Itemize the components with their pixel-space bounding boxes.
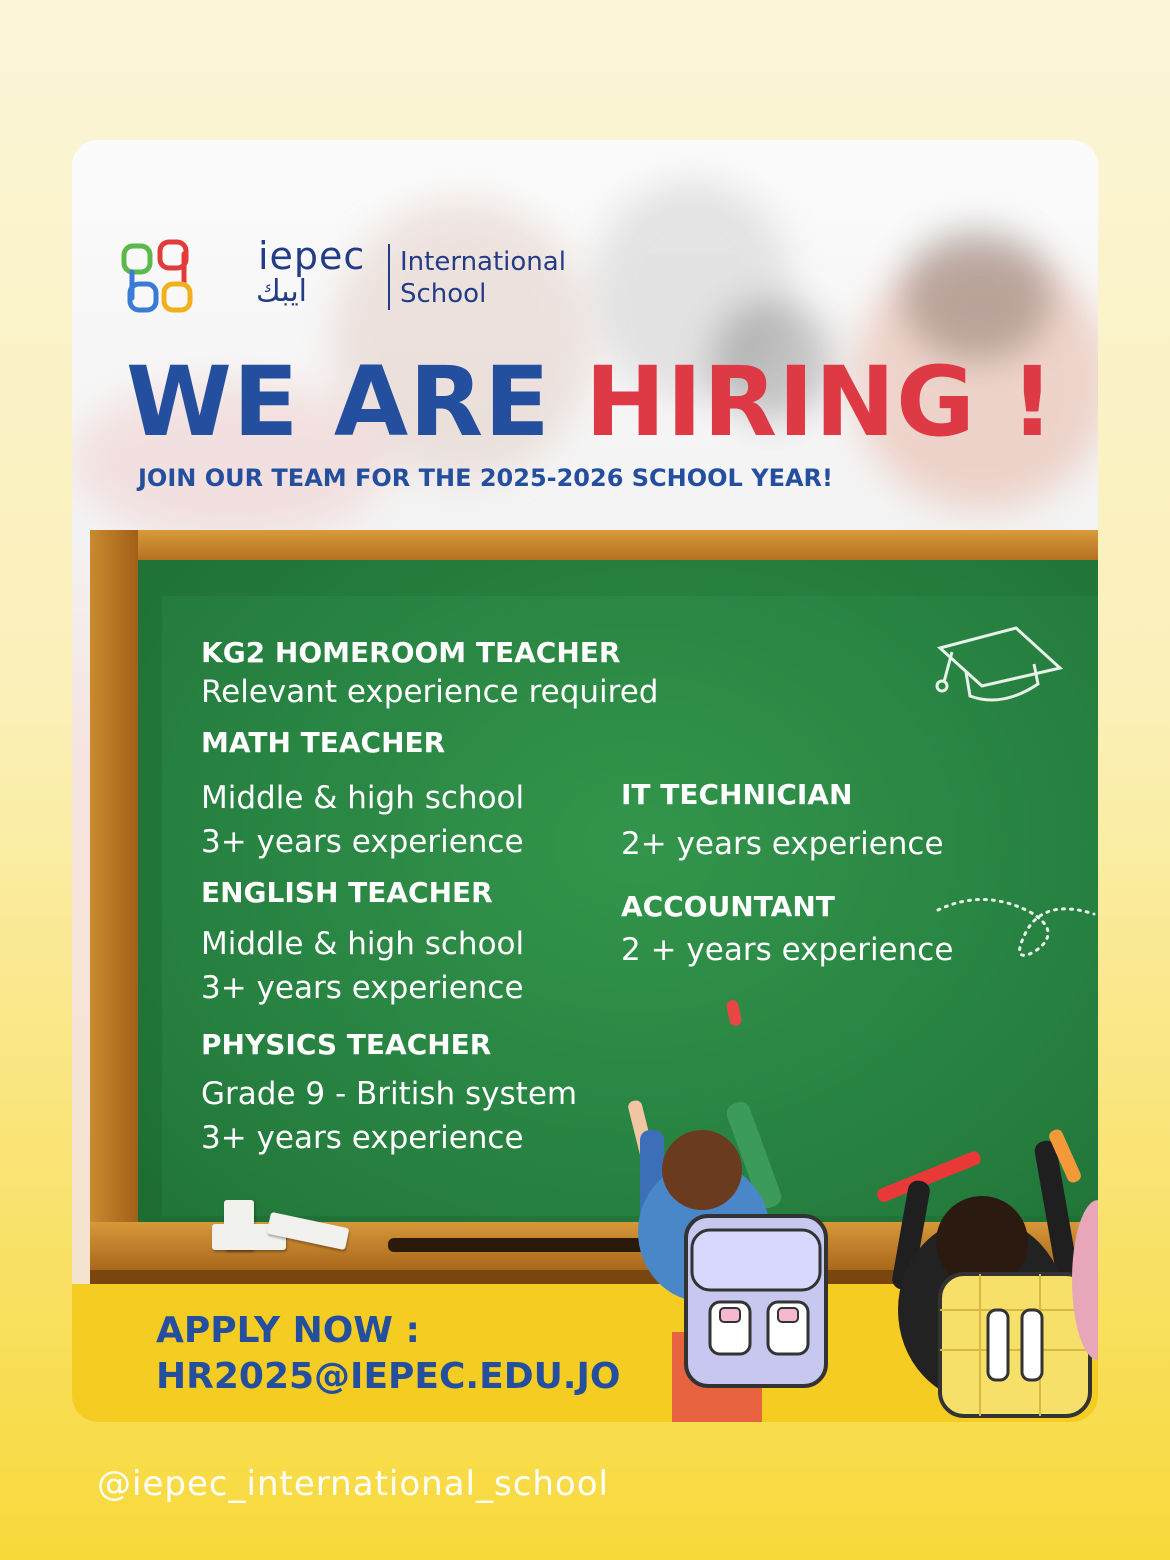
job-title-english: ENGLISH TEACHER <box>201 876 493 909</box>
apply-label: APPLY NOW : <box>156 1310 420 1351</box>
logo-arabic-text: ايبك <box>256 274 308 309</box>
job-title-kg2-homeroom: KG2 HOMEROOM TEACHER <box>201 636 621 669</box>
dotted-squiggle-decoration <box>934 892 1098 972</box>
job-title-it-technician: IT TECHNICIAN <box>621 778 853 811</box>
job-detail-accountant-experience: 2 + years experience <box>621 932 954 968</box>
job-title-accountant: ACCOUNTANT <box>621 890 835 923</box>
headline <box>126 346 1055 458</box>
logo-school-line1: International <box>400 247 566 277</box>
kids-with-backpacks-illustration <box>592 980 1098 1422</box>
job-detail-math-level: Middle & high school <box>201 780 525 816</box>
headline-part1: WE ARE <box>126 346 586 458</box>
kid-middle <box>891 1128 1090 1416</box>
job-title-math: MATH TEACHER <box>201 726 446 759</box>
chalkboard-frame-top <box>90 530 1098 560</box>
chalkboard-frame-left <box>90 530 138 1282</box>
logo-divider <box>388 244 390 310</box>
job-detail-physics-level: Grade 9 - British system <box>201 1076 578 1112</box>
apply-email[interactable]: HR2025@IEPEC.EDU.JO <box>156 1356 621 1397</box>
job-detail-english-experience: 3+ years experience <box>201 970 524 1006</box>
job-detail-it-experience: 2+ years experience <box>621 826 944 862</box>
headline-part2: HIRING ! <box>585 346 1056 458</box>
job-detail-math-experience: 3+ years experience <box>201 824 524 860</box>
logo-latin-text: iepec <box>258 234 366 278</box>
job-detail-physics-experience: 3+ years experience <box>201 1120 524 1156</box>
job-title-physics: PHYSICS TEACHER <box>201 1028 492 1061</box>
hiring-post-card <box>72 140 1098 1422</box>
logo-school-line2: School <box>400 279 487 309</box>
subheadline: JOIN OUR TEAM FOR THE 2025-2026 SCHOOL YEAR! <box>138 464 833 492</box>
logo-school-name <box>400 246 566 310</box>
kid-left <box>627 999 826 1422</box>
apply-section <box>156 1308 620 1400</box>
job-detail-english-level: Middle & high school <box>201 926 525 962</box>
job-detail-kg2-experience: Relevant experience required <box>201 674 659 710</box>
logo-mark-icon <box>120 238 196 318</box>
account-handle[interactable]: @iepec_international_school <box>97 1464 609 1504</box>
school-logo <box>120 234 566 318</box>
graduation-cap-icon <box>932 624 1066 708</box>
